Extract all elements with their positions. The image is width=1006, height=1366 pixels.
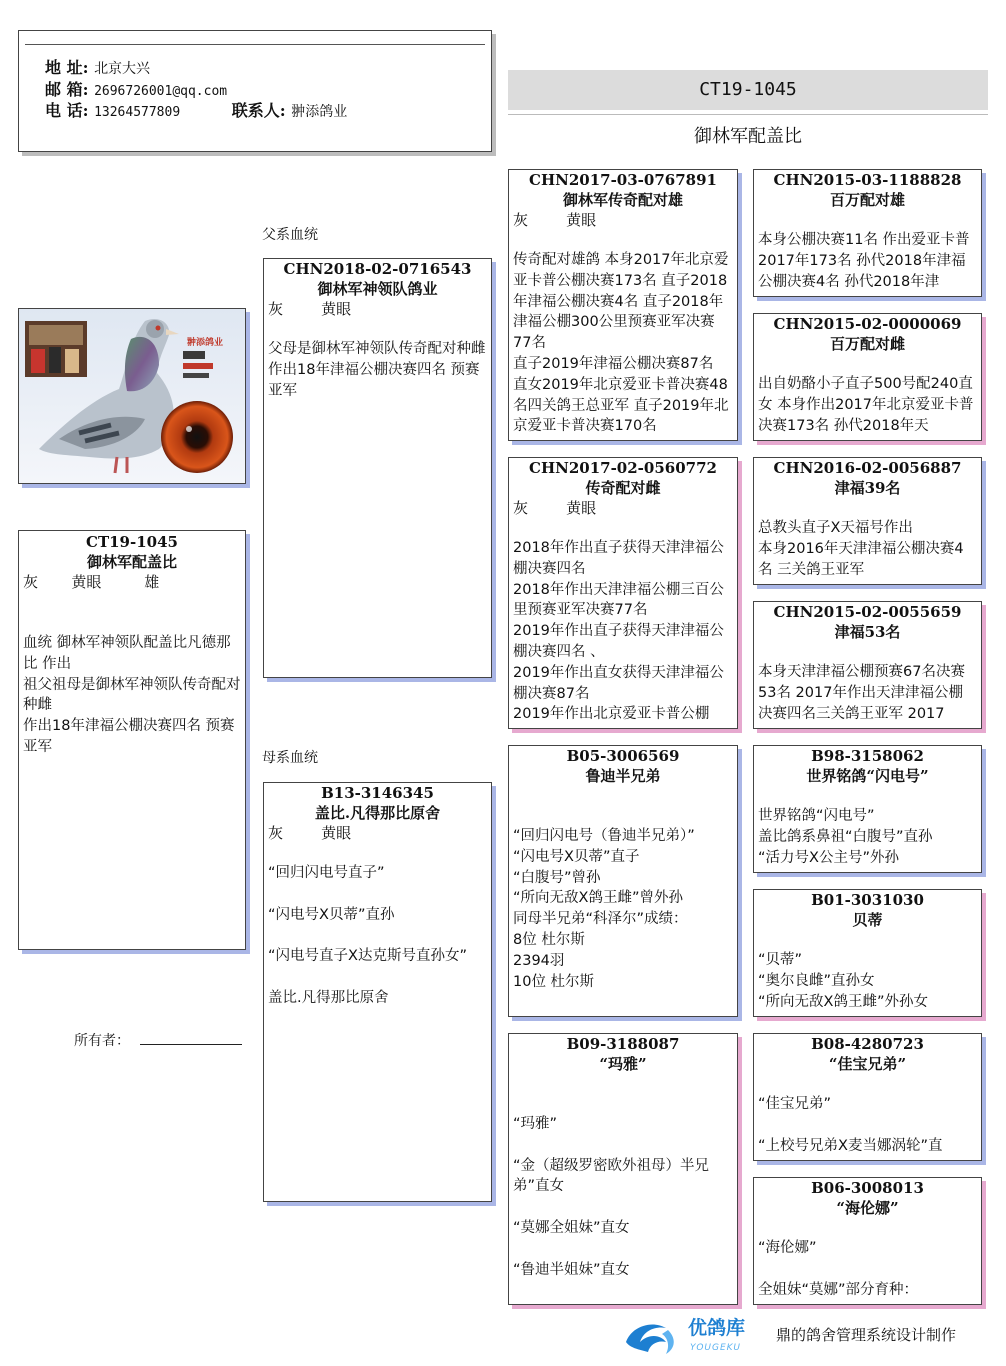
ssd-name: 百万配对雌 [829, 335, 905, 353]
dam-dam-attrs [509, 1074, 737, 1094]
dss-name: 世界铭鸽“闪电号” [806, 767, 929, 785]
email-value[interactable]: 2696726001@qq.com [94, 84, 228, 99]
ddd-name: “海伦娜” [836, 1199, 899, 1217]
dam-sire-sire-card[interactable] [753, 745, 982, 873]
address-row [45, 55, 150, 78]
contact-divider [25, 44, 485, 45]
subject-attrs: 灰 黄眼 雄 [23, 573, 160, 591]
footer-credit: 鼎的鸽舍管理系统设计制作 [776, 1326, 957, 1344]
title-divider [508, 114, 988, 115]
sds-desc: 总教头直子X天福号作出 本身2016年天津津福公棚决赛4名 三关鸽王亚军 [758, 520, 964, 578]
dss-desc: 世界铭鸽“闪电号” 盖比鸽系鼻祖“白腹号”直孙 “活力号X公主号”外孙 [758, 808, 933, 866]
dam-dam-sire-card[interactable] [753, 1033, 982, 1161]
ssd-ring: CHN2015-02-0000069 [773, 315, 962, 333]
dam-card[interactable] [263, 782, 492, 1202]
sss-desc: 本身公棚决赛11名 作出爱亚卡普2017年173名 孙代2018年津福公棚决赛4名 孙代2018年津 [758, 232, 970, 290]
dam-sire-attrs [509, 786, 737, 806]
address-value: 北京大兴 [94, 61, 151, 77]
sire-dam-desc: 2018年作出直子获得天津津福公棚决赛四名 2018年作出天津津福公棚三百公里预赛亚军决赛77名 2019年作出直子获得天津津福公棚决赛四名 、 2019年作出直女获得天津津福公棚决赛87名 2019年作出北京爱亚卡普公棚 [513, 540, 724, 723]
dam-dam-name: “玛雅” [599, 1055, 647, 1073]
sire-attrs: 灰 黄眼 [268, 300, 352, 318]
dsd-ring: B01-3031030 [811, 891, 924, 909]
phone-value: 13264577809 [94, 105, 181, 120]
dam-dam-dam-card[interactable] [753, 1177, 982, 1305]
ssd-desc: 出自奶酪小子直子500号配240直女 本身作出2017年北京爱亚卡普决赛173名 孙代2018年天 [758, 376, 974, 434]
sds-name: 津福39名 [834, 479, 901, 497]
contact-label: 联系人: [231, 101, 286, 120]
dam-dam-desc: “玛雅” “金（超级罗密欧外祖母）半兄弟”直女 “莫娜全姐妹”直女 “鲁迪半姐妹”直女 [513, 1116, 710, 1278]
sire-dam-ring: CHN2017-02-0560772 [529, 459, 717, 477]
sdd-ring: CHN2015-02-0055659 [773, 603, 962, 621]
dam-sire-name: 鲁迪半兄弟 [585, 767, 661, 785]
contact-box [18, 30, 492, 152]
sire-sire-ring: CHN2017-03-0767891 [529, 171, 717, 189]
dam-sire-ring: B05-3006569 [566, 747, 680, 765]
sdd-desc: 本身天津津福公棚预赛67名决赛53名 2017年作出天津津福公棚决赛四名三关鸽王亚军 2017 [758, 664, 965, 722]
dam-sire-card[interactable] [508, 745, 738, 1017]
phone-label: 电 话: [45, 101, 89, 120]
sds-ring: CHN2016-02-0056887 [773, 459, 962, 477]
owner-line[interactable] [140, 1044, 242, 1045]
dam-ring: B13-3146345 [321, 784, 434, 802]
photo-badge-text: 翀添鸽业 [187, 338, 224, 348]
dds-name: “佳宝兄弟” [828, 1055, 907, 1073]
sire-sire-attrs: 灰 黄眼 [513, 211, 597, 229]
subject-card[interactable] [18, 530, 246, 950]
sire-card[interactable] [263, 258, 492, 678]
sdd-name: 津福53名 [834, 623, 901, 641]
dam-sire-desc: “回归闪电号（鲁迪半兄弟）” “闪电号X贝蒂”直子 “白腹号”曾孙 “所向无敌X鸽王雌”曾外孙 同母半兄弟“科泽尔”成绩： 8位 杜尔斯 2394羽 10位 杜尔斯 [513, 828, 695, 990]
subject-ring: CT19-1045 [86, 533, 178, 551]
pedigree-subtitle: 御林军配盖比 [694, 126, 802, 147]
dsd-desc: “贝蒂” “奥尔良雌”直孙女 “所向无敌X鸽王雌”外孙女 [758, 952, 928, 1010]
dsd-name: 贝蒂 [852, 911, 883, 929]
sire-sire-card[interactable] [508, 169, 738, 441]
youpigeon-logo[interactable] [622, 1312, 762, 1356]
subject-desc: 血统 御林军神领队配盖比凡德那比 作出 祖父祖母是御林军神领队传奇配对种雌 作出18年津福公棚决赛四名 预赛亚军 [23, 635, 241, 755]
pedigree-title-ring: CT19-1045 [508, 70, 988, 110]
sire-dam-attrs: 灰 黄眼 [513, 499, 597, 517]
sire-sire-name: 御林军传奇配对雄 [562, 191, 683, 209]
dds-ring: B08-4280723 [811, 1035, 924, 1053]
sire-dam-card[interactable] [508, 457, 738, 729]
ddd-ring: B06-3008013 [811, 1179, 924, 1197]
dam-attrs: 灰 黄眼 [268, 824, 352, 842]
owner-label: 所有者： [74, 1033, 130, 1049]
dam-sire-dam-card[interactable] [753, 889, 982, 1017]
dds-desc: “佳宝兄弟” “上校号兄弟X麦当娜涡轮”直 [758, 1096, 943, 1154]
sire-sire-sire-card[interactable] [753, 169, 982, 297]
paternal-label: 父系血统 [262, 227, 318, 243]
maternal-label: 母系血统 [262, 750, 318, 766]
phone-row [45, 98, 347, 121]
sire-dam-dam-card[interactable] [753, 601, 982, 729]
address-label: 地 址: [45, 58, 89, 77]
ddd-desc: “海伦娜” 全姐妹“莫娜”部分育种： [758, 1240, 919, 1298]
subject-name: 御林军配盖比 [86, 553, 177, 571]
sire-sire-desc: 传奇配对雄鸽 本身2017年北京爱亚卡普公棚决赛173名 直子2018年津福公棚决赛4名 直子2018年津福公棚300公里预赛亚军决赛77名 直子2019年津福公棚决赛87名 直女2019年北京爱亚卡普决赛48名四关鸽王总亚军 直子2019年北京爱亚卡普决赛170名 [513, 252, 729, 435]
dam-desc: “回归闪电号直子” “闪电号X贝蒂”直孙 “闪电号直子X达克斯号直孙女” 盖比.凡得那比原舍 [268, 865, 467, 1006]
sire-sire-dam-card[interactable] [753, 313, 982, 441]
pigeon-photo [18, 308, 246, 484]
swirl-logo-icon [622, 1312, 762, 1356]
brand-text-en: YOUGEKU [690, 1343, 742, 1353]
pigeon-photo-art [19, 309, 245, 483]
brand-text: 优鸽库 [688, 1317, 746, 1339]
dss-ring: B98-3158062 [811, 747, 924, 765]
dam-dam-card[interactable] [508, 1033, 738, 1305]
dam-name: 盖比.凡得那比原舍 [314, 804, 441, 822]
email-row [45, 77, 227, 100]
sire-ring: CHN2018-02-0716543 [283, 260, 472, 278]
dam-dam-ring: B09-3188087 [566, 1035, 680, 1053]
email-label: 邮 箱: [45, 80, 89, 99]
sire-name: 御林军神领队鸽业 [317, 280, 438, 298]
sire-desc: 父母是御林军神领队传奇配对种雌 作出18年津福公棚决赛四名 预赛亚军 [268, 341, 486, 399]
sss-name: 百万配对雄 [829, 191, 905, 209]
sss-ring: CHN2015-03-1188828 [773, 171, 962, 189]
contact-name: 翀添鸽业 [291, 104, 348, 120]
eye-closeup [161, 401, 233, 473]
sire-dam-sire-card[interactable] [753, 457, 982, 585]
sire-dam-name: 传奇配对雌 [585, 479, 661, 497]
